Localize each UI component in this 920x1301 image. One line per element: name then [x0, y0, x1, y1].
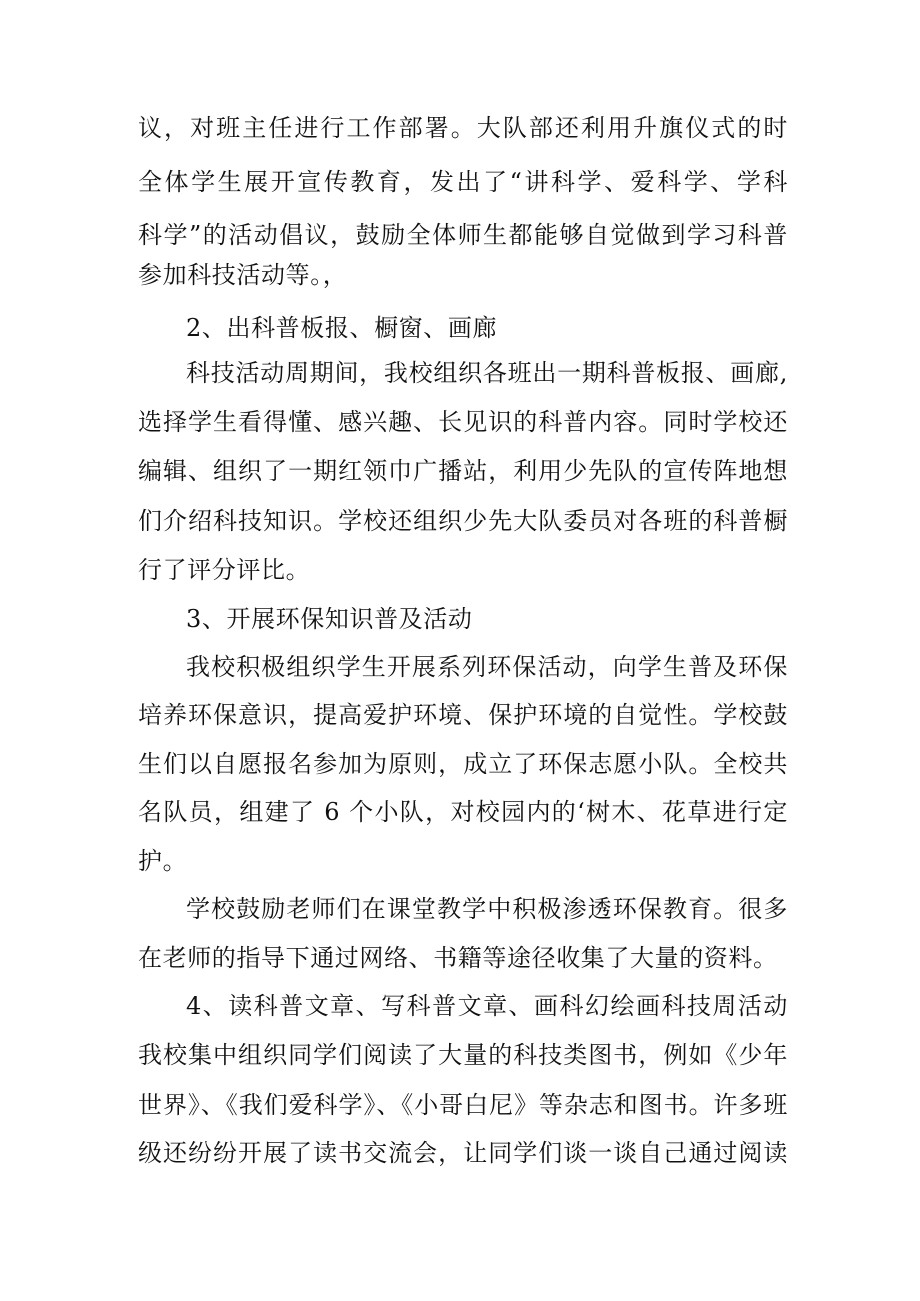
text-line: 科技活动周期间，我校组织各班出一期科普板报、画廊, [186, 359, 788, 387]
text-line: 们介绍科技知识。学校还组织少先大队委员对各班的科普橱 [138, 507, 788, 535]
text-line: 我校积极组织学生开展系列环保活动，向学生普及环保 [186, 653, 788, 681]
section-heading: 3、开展环保知识普及活动 [186, 605, 473, 633]
text-line: 选择学生看得懂、感兴趣、长见识的科普内容。同时学校还 [138, 408, 788, 436]
text-line: 生们以自愿报名参加为原则，成立了环保志愿小队。全校共 [138, 750, 788, 778]
text-line: 名队员，组建了 6 个小队，对校园内的‘树木、花草进行定 [138, 798, 788, 826]
text-line: 世界》、《我们爱科学》、《小哥白尼》等杂志和图书。许多班 [138, 1091, 788, 1119]
text-line: 科学”的活动倡议，鼓励全体师生都能够自觉做到学习科普 [138, 221, 788, 249]
section-heading: 4、读科普文章、写科普文章、画科幻绘画科技周活动 [186, 992, 788, 1020]
text-line: 全体学生展开宣传教育，发出了“讲科学、爱科学、学科 [138, 168, 788, 196]
text-line: 编辑、组织了一期红领巾广播站，利用少先队的宣传阵地想 [138, 457, 788, 485]
text-line: 我校集中组织同学们阅读了大量的科技类图书，例如《少年 [138, 1041, 788, 1069]
text-line: 级还纷纷开展了读书交流会，让同学们谈一谈自己通过阅读 [138, 1139, 788, 1167]
text-line: 护。 [138, 847, 188, 875]
section-heading: 2、出科普板报、橱窗、画廊 [186, 314, 498, 342]
text-line: 在老师的指导下通过网络、书籍等途径收集了大量的资料。 [138, 944, 778, 972]
text-line: 行了评分评比。 [138, 556, 311, 584]
text-line: 参加科技活动等。， [138, 261, 348, 289]
text-line: 学校鼓励老师们在课堂教学中积极渗透环保教育。很多 [186, 895, 788, 923]
text-line: 培养环保意识，提高爱护环境、保护环境的自觉性。学校鼓 [138, 701, 788, 729]
text-line: 议，对班主任进行工作部署。大队部还利用升旗仪式的时 [138, 114, 788, 142]
